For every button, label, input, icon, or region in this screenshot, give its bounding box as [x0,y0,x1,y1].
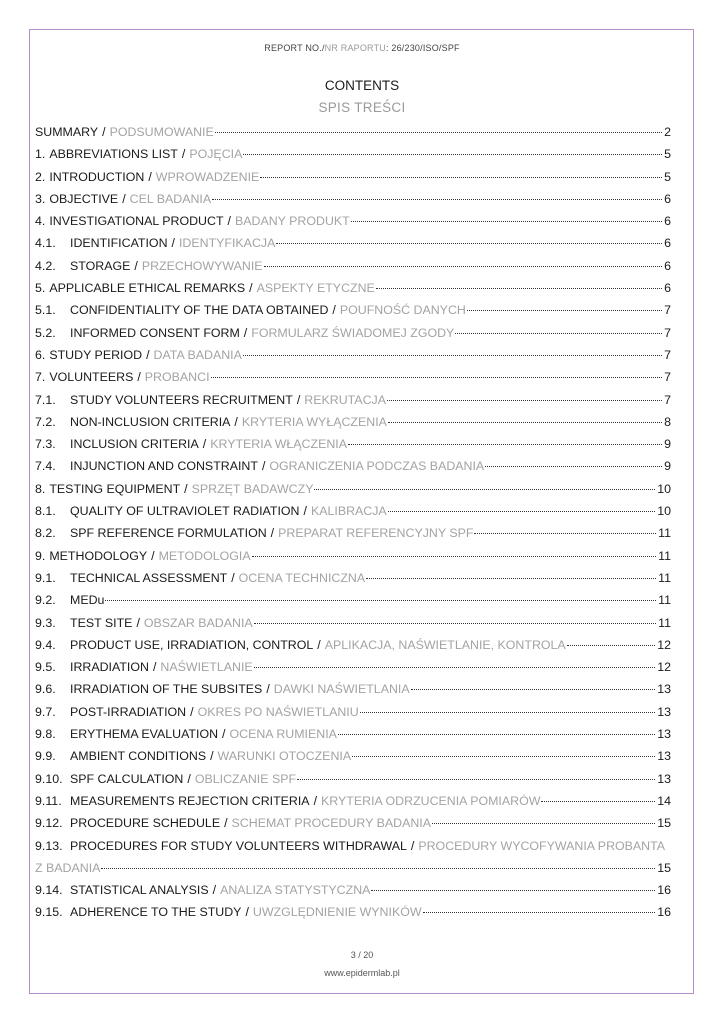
toc-title-pl: KRYTERIA WŁĄCZENIA [210,437,347,452]
toc-title-pl: METODOLOGIA [158,548,251,563]
toc-page-number: 2 [664,125,671,139]
toc-title-pl: REKRUTACJA [304,392,386,407]
toc-title-en: TESTING EQUIPMENT [49,481,181,496]
toc-title-pl: FORMULARZ ŚWIADOMEJ ZGODY [251,325,455,340]
toc-number: 6. [35,347,46,362]
contents-title-pl: SPIS TREŚCI [318,100,406,115]
toc-number: 9.12. [35,816,63,831]
toc-number: 9.1. [35,570,56,585]
report-number: : 26/230/ISO/SPF [385,43,460,53]
toc-leader-dots [432,822,655,824]
toc-title-en: STATISTICAL ANALYSIS [70,883,209,898]
toc-page-number: 15 [657,816,671,831]
toc-title-en: MEDu [70,593,105,608]
toc-entry[interactable] [35,701,671,723]
toc-title-pl: ANALIZA STATYSTYCZNA [220,883,371,898]
toc-separator: / [317,637,321,652]
toc-entry[interactable] [35,433,671,455]
website-link[interactable]: www.epidermlab.pl [324,968,400,978]
toc-title-en: PROCEDURE SCHEDULE [70,816,221,831]
toc-number: 8.1. [35,504,56,519]
toc-entry[interactable] [35,567,671,589]
toc-title-pl: KRYTERIA WYŁĄCZENIA [241,414,387,429]
toc-leader-dots [541,800,655,802]
toc-title-en: SPF CALCULATION [70,771,184,786]
toc-title-en: SUMMARY [35,125,99,139]
toc-page-number: 11 [658,615,671,630]
toc-entry[interactable] [35,210,671,232]
toc-number: 2. [35,169,46,184]
toc-entry[interactable] [35,411,671,433]
toc-leader-dots [243,354,662,356]
report-number-header: REPORT NO./NR RAPORTU: 26/230/ISO/SPF [264,43,460,53]
toc-leader-dots [387,399,662,401]
contents-title: CONTENTS [324,78,400,93]
toc-number: 9.3. [35,615,56,630]
toc-entry[interactable] [35,277,671,299]
toc-separator: / [190,704,194,719]
toc-leader-dots [388,421,662,423]
toc-separator: / [303,504,307,519]
toc-separator: / [181,147,186,162]
toc-entry[interactable] [35,166,671,188]
toc-separator: / [148,169,152,184]
toc-entry[interactable] [35,143,671,165]
toc-title-en: INVESTIGATIONAL PRODUCT [49,214,224,229]
toc-title-pl: PRZECHOWYWANIE [141,258,263,273]
toc-title-en: STUDY VOLUNTEERS RECRUITMENT [70,392,293,407]
toc-number: 1. [35,147,46,162]
toc-leader-dots [254,666,656,668]
toc-entry[interactable] [35,188,671,210]
toc-page-number: 13 [657,749,671,764]
toc-page-number: 6 [664,214,671,229]
toc-title-pl: NAŚWIETLANIE [160,660,253,675]
toc-number: 5.2. [35,325,56,340]
toc-title-pl: SCHEMAT PROCEDURY BADANIA [231,816,431,831]
toc-separator: / [227,214,231,229]
toc-title-pl: BADANY PRODUKT [234,214,350,229]
toc-title-en: INFORMED CONSENT FORM [70,325,240,340]
toc-entry[interactable] [35,879,671,901]
toc-page-number: 13 [657,682,671,697]
toc-title-pl: SPRZĘT BADAWCZY [191,481,314,496]
toc-page-number: 9 [664,437,671,452]
toc-leader-dots [467,309,662,311]
toc-leader-dots [360,711,656,713]
toc-title-en: PROCEDURES FOR STUDY VOLUNTEERS WITHDRAWAL [70,838,407,853]
toc-page-number: 11 [658,593,671,608]
toc-entry[interactable] [35,121,671,143]
toc-entry[interactable] [35,589,671,611]
toc-separator: / [270,526,275,541]
toc-title-en: INJUNCTION AND CONSTRAINT [70,459,258,474]
toc-entry[interactable] [35,745,671,767]
toc-title-en: TEST SITE [70,615,133,630]
toc-separator: / [134,258,138,273]
toc-page-number: 7 [664,370,671,385]
toc-title-pl: WPROWADZENIE [155,169,260,184]
toc-title-en: QUALITY OF ULTRAVIOLET RADIATION [70,504,300,519]
toc-leader-dots [423,911,656,913]
toc-separator: / [266,682,270,697]
toc-title-en: STUDY PERIOD [49,347,143,362]
toc-entry[interactable] [35,612,671,634]
toc-title-pl: POJĘCIA [189,147,243,162]
toc-separator: / [245,905,249,920]
toc-separator: / [151,548,155,563]
toc-number: 4.1. [35,236,56,251]
toc-entry[interactable] [35,656,671,678]
toc-leader-dots [314,488,655,490]
toc-title-pl: OBLICZANIE SPF [194,771,297,786]
toc-number: 8.2. [35,526,56,541]
toc-page-number: 12 [657,637,671,652]
toc-number: 9.2. [35,593,56,608]
toc-separator: / [210,749,214,764]
toc-title-en: ABBREVIATIONS LIST [49,147,178,162]
toc-separator: / [137,370,141,385]
toc-number: 9.7. [35,704,56,719]
toc-number: 9.13. [35,838,63,853]
toc-leader-dots [338,733,655,735]
toc-title-en: ERYTHEMA EVALUATION [70,727,219,742]
toc-title-pl: IDENTYFIKACJA [178,236,276,251]
toc-number: 9.15. [35,905,63,920]
toc-title-pl: OGRANICZENIA PODCZAS BADANIA [269,459,485,474]
toc-leader-dots [455,332,662,334]
toc-entry[interactable] [35,478,671,500]
toc-page-number: 8 [664,414,671,429]
toc-separator: / [152,660,157,675]
toc-title-pl: ASPEKTY ETYCZNE [256,281,375,296]
toc-title-en: IDENTIFICATION [70,236,168,251]
toc-page-number: 13 [657,771,671,786]
toc-number: 9. [35,548,46,563]
toc-leader-dots [101,867,655,869]
toc-entry[interactable] [35,678,671,700]
toc-title-en: ADHERENCE TO THE STUDY [70,905,242,920]
toc-number: 9.8. [35,727,56,742]
toc-separator: / [296,392,301,407]
toc-number: 7.2. [35,414,56,429]
toc-entry[interactable] [35,768,671,790]
toc-entry[interactable] [35,344,671,366]
toc-separator: / [249,281,253,296]
toc-title-en: IRRADIATION OF THE SUBSITES [70,682,263,697]
toc-page-number: 9 [664,459,671,474]
toc-entry[interactable] [35,723,671,745]
toc-entry[interactable] [35,322,671,344]
toc-page-number: 7 [664,325,671,340]
toc-entry[interactable] [35,455,671,477]
toc-title-pl: PROBANCI [144,370,210,385]
toc-title-en: OBJECTIVE [49,191,119,206]
toc-leader-dots [376,287,662,289]
toc-leader-dots [215,131,662,133]
toc-title-en: APPLICABLE ETHICAL REMARKS [49,281,246,296]
toc-title-pl: PREPARAT REFERENCYJNY SPF [278,526,474,541]
toc-title-pl: DAWKI NAŚWIETLANIA [273,682,410,697]
toc-leader-dots [371,889,655,891]
toc-entry[interactable] [35,901,671,923]
toc-separator: / [313,793,318,808]
toc-separator: / [243,325,248,340]
toc-page-number: 15 [657,860,671,875]
toc-separator: / [187,771,191,786]
toc-entry[interactable] [35,522,671,544]
toc-number: 7.3. [35,437,56,452]
toc-leader-dots [243,153,662,155]
toc-leader-dots [411,688,656,690]
toc-number: 9.10. [35,771,63,786]
toc-separator: / [332,303,336,318]
toc-entry[interactable] [35,812,671,834]
toc-leader-dots [264,265,663,267]
toc-leader-dots [567,644,656,646]
toc-number: 7.4. [35,459,56,474]
table-of-contents [35,121,671,924]
toc-separator: / [202,437,207,452]
toc-number: 5.1. [35,303,56,318]
toc-leader-dots [254,622,656,624]
toc-title-pl: KALIBRACJA [310,504,387,519]
toc-title-en: STORAGE [70,258,131,273]
toc-title-pl: POUFNOŚĆ DANYCH [339,303,466,318]
toc-title-en: CONFIDENTIALITY OF THE DATA OBTAINED [70,303,329,318]
toc-entry[interactable] [35,500,671,522]
toc-separator: / [122,191,126,206]
toc-page-number: 6 [664,281,671,296]
toc-title-pl: OCENA RUMIENIA [229,727,337,742]
toc-title-en: AMBIENT CONDITIONS [70,749,207,764]
toc-page-number: 6 [664,191,671,206]
toc-title-pl: KRYTERIA ODRZUCENIA POMIARÓW [321,793,541,808]
toc-leader-dots [352,755,655,757]
toc-title-pl: DATA BADANIA [153,347,242,362]
toc-leader-dots [351,220,662,222]
page-number: 3 / 20 [350,950,374,960]
toc-title-pl: CEL BADANIA [129,191,212,206]
toc-title-pl: OCENA TECHNICZNA [238,570,366,585]
toc-number: 9.14. [35,883,63,898]
toc-title-pl: WARUNKI OTOCZENIA [217,749,352,764]
toc-separator: / [224,816,228,831]
toc-leader-dots [485,465,662,467]
toc-title-en: TECHNICAL ASSESSMENT [70,570,228,585]
toc-title-pl: PROCEDURY WYCOFYWANIA PROBANTA [418,838,666,853]
toc-leader-dots [260,176,662,178]
toc-entry[interactable] [35,634,671,656]
toc-page-number: 13 [657,727,671,742]
toc-page-number: 5 [664,169,671,184]
toc-title-en: MEASUREMENTS REJECTION CRITERIA [70,793,310,808]
toc-leader-dots [211,376,663,378]
toc-entry[interactable] [35,299,671,321]
toc-page-number: 11 [658,548,671,563]
toc-separator: / [410,838,415,853]
toc-leader-dots [297,778,655,780]
toc-page-number: 6 [664,236,671,251]
toc-separator: / [136,615,140,630]
toc-separator: / [234,414,238,429]
toc-title-en: VOLUNTEERS [49,370,134,385]
toc-entry[interactable] [35,255,671,277]
toc-page-number: 7 [664,347,671,362]
toc-entry[interactable] [35,790,671,812]
toc-title-pl: PODSUMOWANIE [109,125,214,139]
toc-title-en: INTRODUCTION [49,169,145,184]
toc-page-number: 7 [664,392,671,407]
toc-separator: / [102,125,106,139]
toc-title-pl: UWZGLĘDNIENIE WYNIKÓW [252,905,422,920]
toc-number: 9.6. [35,682,56,697]
toc-entry[interactable] [35,232,671,254]
toc-title-en: INCLUSION CRITERIA [70,437,199,452]
toc-leader-dots [366,577,656,579]
toc-title-pl: OBSZAR BADANIA [143,615,253,630]
toc-leader-dots [105,599,656,601]
toc-title-en: POST-IRRADIATION [70,704,187,719]
toc-title-pl: APLIKACJA, NAŚWIETLANIE, KONTROLA [324,637,566,652]
toc-page-number: 16 [657,883,671,898]
toc-title-en: NON-INCLUSION CRITERIA [70,414,231,429]
toc-page-number: 7 [664,303,671,318]
toc-page-number: 5 [664,147,671,162]
report-label-en: REPORT NO. [264,43,322,53]
toc-number: 9.4. [35,637,56,652]
toc-separator: / [261,459,266,474]
toc-leader-dots [252,555,657,557]
toc-entry[interactable] [35,545,671,567]
toc-page-number: 11 [658,526,671,541]
toc-separator: / [171,236,175,251]
toc-leader-dots [348,443,662,445]
toc-number: 4. [35,214,46,229]
toc-entry[interactable] [35,835,671,880]
toc-number: 9.9. [35,749,56,764]
toc-entry[interactable] [35,366,671,388]
toc-number: 3. [35,191,46,206]
toc-title-pl-continued: Z BADANIA [35,860,101,875]
toc-page-number: 12 [657,660,671,675]
toc-page-number: 10 [657,504,671,519]
toc-page-number: 6 [664,258,671,273]
toc-number: 8. [35,481,46,496]
toc-leader-dots [388,510,656,512]
toc-number: 4.2. [35,258,56,273]
toc-title-pl: OKRES PO NAŚWIETLANIU [197,704,359,719]
toc-page-number: 10 [657,481,671,496]
toc-entry[interactable] [35,389,671,411]
toc-number: 5. [35,281,46,296]
toc-title-en: METHODOLOGY [49,548,148,563]
toc-title-en: SPF REFERENCE FORMULATION [70,526,267,541]
toc-page-number: 11 [658,570,671,585]
toc-number: 9.5. [35,660,56,675]
toc-separator: / [231,570,235,585]
toc-leader-dots [212,198,662,200]
toc-page-number: 13 [657,704,671,719]
report-label-pl: NR RAPORTU [324,43,386,53]
toc-number: 9.11. [35,793,62,808]
toc-leader-dots [474,532,656,534]
toc-number: 7.1. [35,392,56,407]
toc-page-number: 14 [657,793,671,808]
toc-separator: / [212,883,217,898]
toc-page-number: 16 [657,905,671,920]
toc-leader-dots [276,242,662,244]
toc-title-en: IRRADIATION [70,660,149,675]
toc-title-en: PRODUCT USE, IRRADIATION, CONTROL [70,637,314,652]
toc-separator: / [222,727,226,742]
toc-number: 7. [35,370,46,385]
toc-separator: / [146,347,150,362]
toc-separator: / [184,481,188,496]
